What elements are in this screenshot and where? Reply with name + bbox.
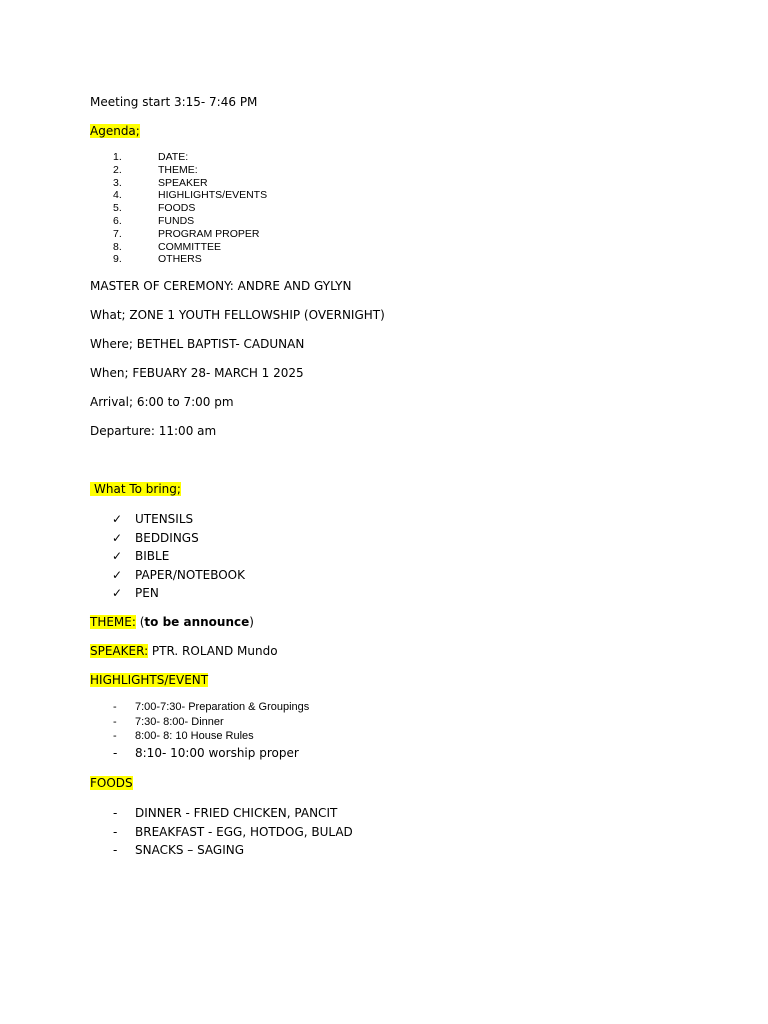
bring-item-text: PEN [135,586,159,601]
agenda-item-text: THEME: [158,163,198,176]
agenda-item-text: COMMITTEE [158,240,221,253]
agenda-item-number: 2. [113,163,122,176]
agenda-heading-text: Agenda; [90,124,140,138]
highlight-item-text: 7:00-7:30- Preparation & Groupings [135,701,310,713]
agenda-item-number: 1. [113,151,122,163]
dash-bullet: - [113,824,118,839]
highlights-heading [90,672,208,688]
theme-line [90,614,254,630]
highlight-item-text: 8:10- 10:00 worship proper [135,745,299,760]
dash-bullet: - [113,843,118,858]
speaker-label: SPEAKER: [90,644,149,658]
bring-item-text: BIBLE [135,549,170,564]
food-item-text: SNACKS – SAGING [135,843,245,858]
speaker-value: PTR. ROLAND Mundo [148,644,278,658]
agenda-item-text: FUNDS [158,214,195,227]
agenda-item-number: 7. [113,227,122,240]
dash-bullet: - [113,701,117,713]
foods-heading [90,775,133,791]
event-what: What; ZONE 1 YOUTH FELLOWSHIP (OVERNIGHT) [90,308,385,322]
food-item-text: BREAKFAST - EGG, HOTDOG, BULAD [135,824,353,839]
highlight-item-text: 8:00- 8: 10 House Rules [135,730,254,742]
departure-time: Departure: 11:00 am [90,424,217,438]
agenda-item-text: OTHERS [158,253,202,266]
checkmark-icon: ✓ [112,530,123,545]
bring-heading [90,481,181,497]
checkmark-icon: ✓ [112,549,123,564]
arrival-time: Arrival; 6:00 to 7:00 pm [90,395,234,409]
foods-heading-text: FOODS [90,776,133,790]
dash-bullet: - [113,715,117,728]
master-of-ceremony: MASTER OF CEREMONY: ANDRE AND GYLYN [90,279,352,293]
event-when: When; FEBUARY 28- MARCH 1 2025 [90,366,304,380]
theme-close-paren: ) [249,615,254,629]
theme-value: to be announce [144,615,250,629]
highlights-heading-text: HIGHLIGHTS/EVENT [90,673,209,687]
agenda-item-number: 6. [113,214,122,227]
checkmark-icon: ✓ [112,586,123,601]
checkmark-icon: ✓ [112,512,123,526]
dash-bullet: - [113,745,118,760]
checkmark-icon: ✓ [112,567,123,582]
theme-label: THEME: [90,615,136,629]
agenda-heading [90,123,140,139]
speaker-line [90,643,278,659]
agenda-item-number: 3. [113,176,122,189]
meeting-time: Meeting start 3:15- 7:46 PM [90,95,258,109]
bring-heading-text: What To bring; [90,482,181,496]
agenda-item-text: SPEAKER [158,176,208,189]
theme-open-paren: ( [135,615,145,629]
agenda-item-number: 9. [113,253,122,266]
event-where: Where; BETHEL BAPTIST- CADUNAN [90,337,305,351]
agenda-item-number: 8. [113,240,122,253]
bring-item-text: BEDDINGS [135,530,199,545]
dash-bullet: - [113,730,117,742]
agenda-item-text: DATE: [158,151,189,163]
agenda-item-text: FOODS [158,202,196,215]
dash-bullet: - [113,806,118,820]
agenda-item-number: 5. [113,202,122,215]
agenda-item-text: PROGRAM PROPER [158,227,260,240]
food-item-text: DINNER - FRIED CHICKEN, PANCIT [135,806,338,820]
agenda-item-text: HIGHLIGHTS/EVENTS [158,189,268,202]
highlight-item-text: 7:30- 8:00- Dinner [135,715,224,728]
bring-item-text: PAPER/NOTEBOOK [135,567,245,582]
agenda-item-number: 4. [113,189,122,202]
bring-item-text: UTENSILS [135,512,194,526]
